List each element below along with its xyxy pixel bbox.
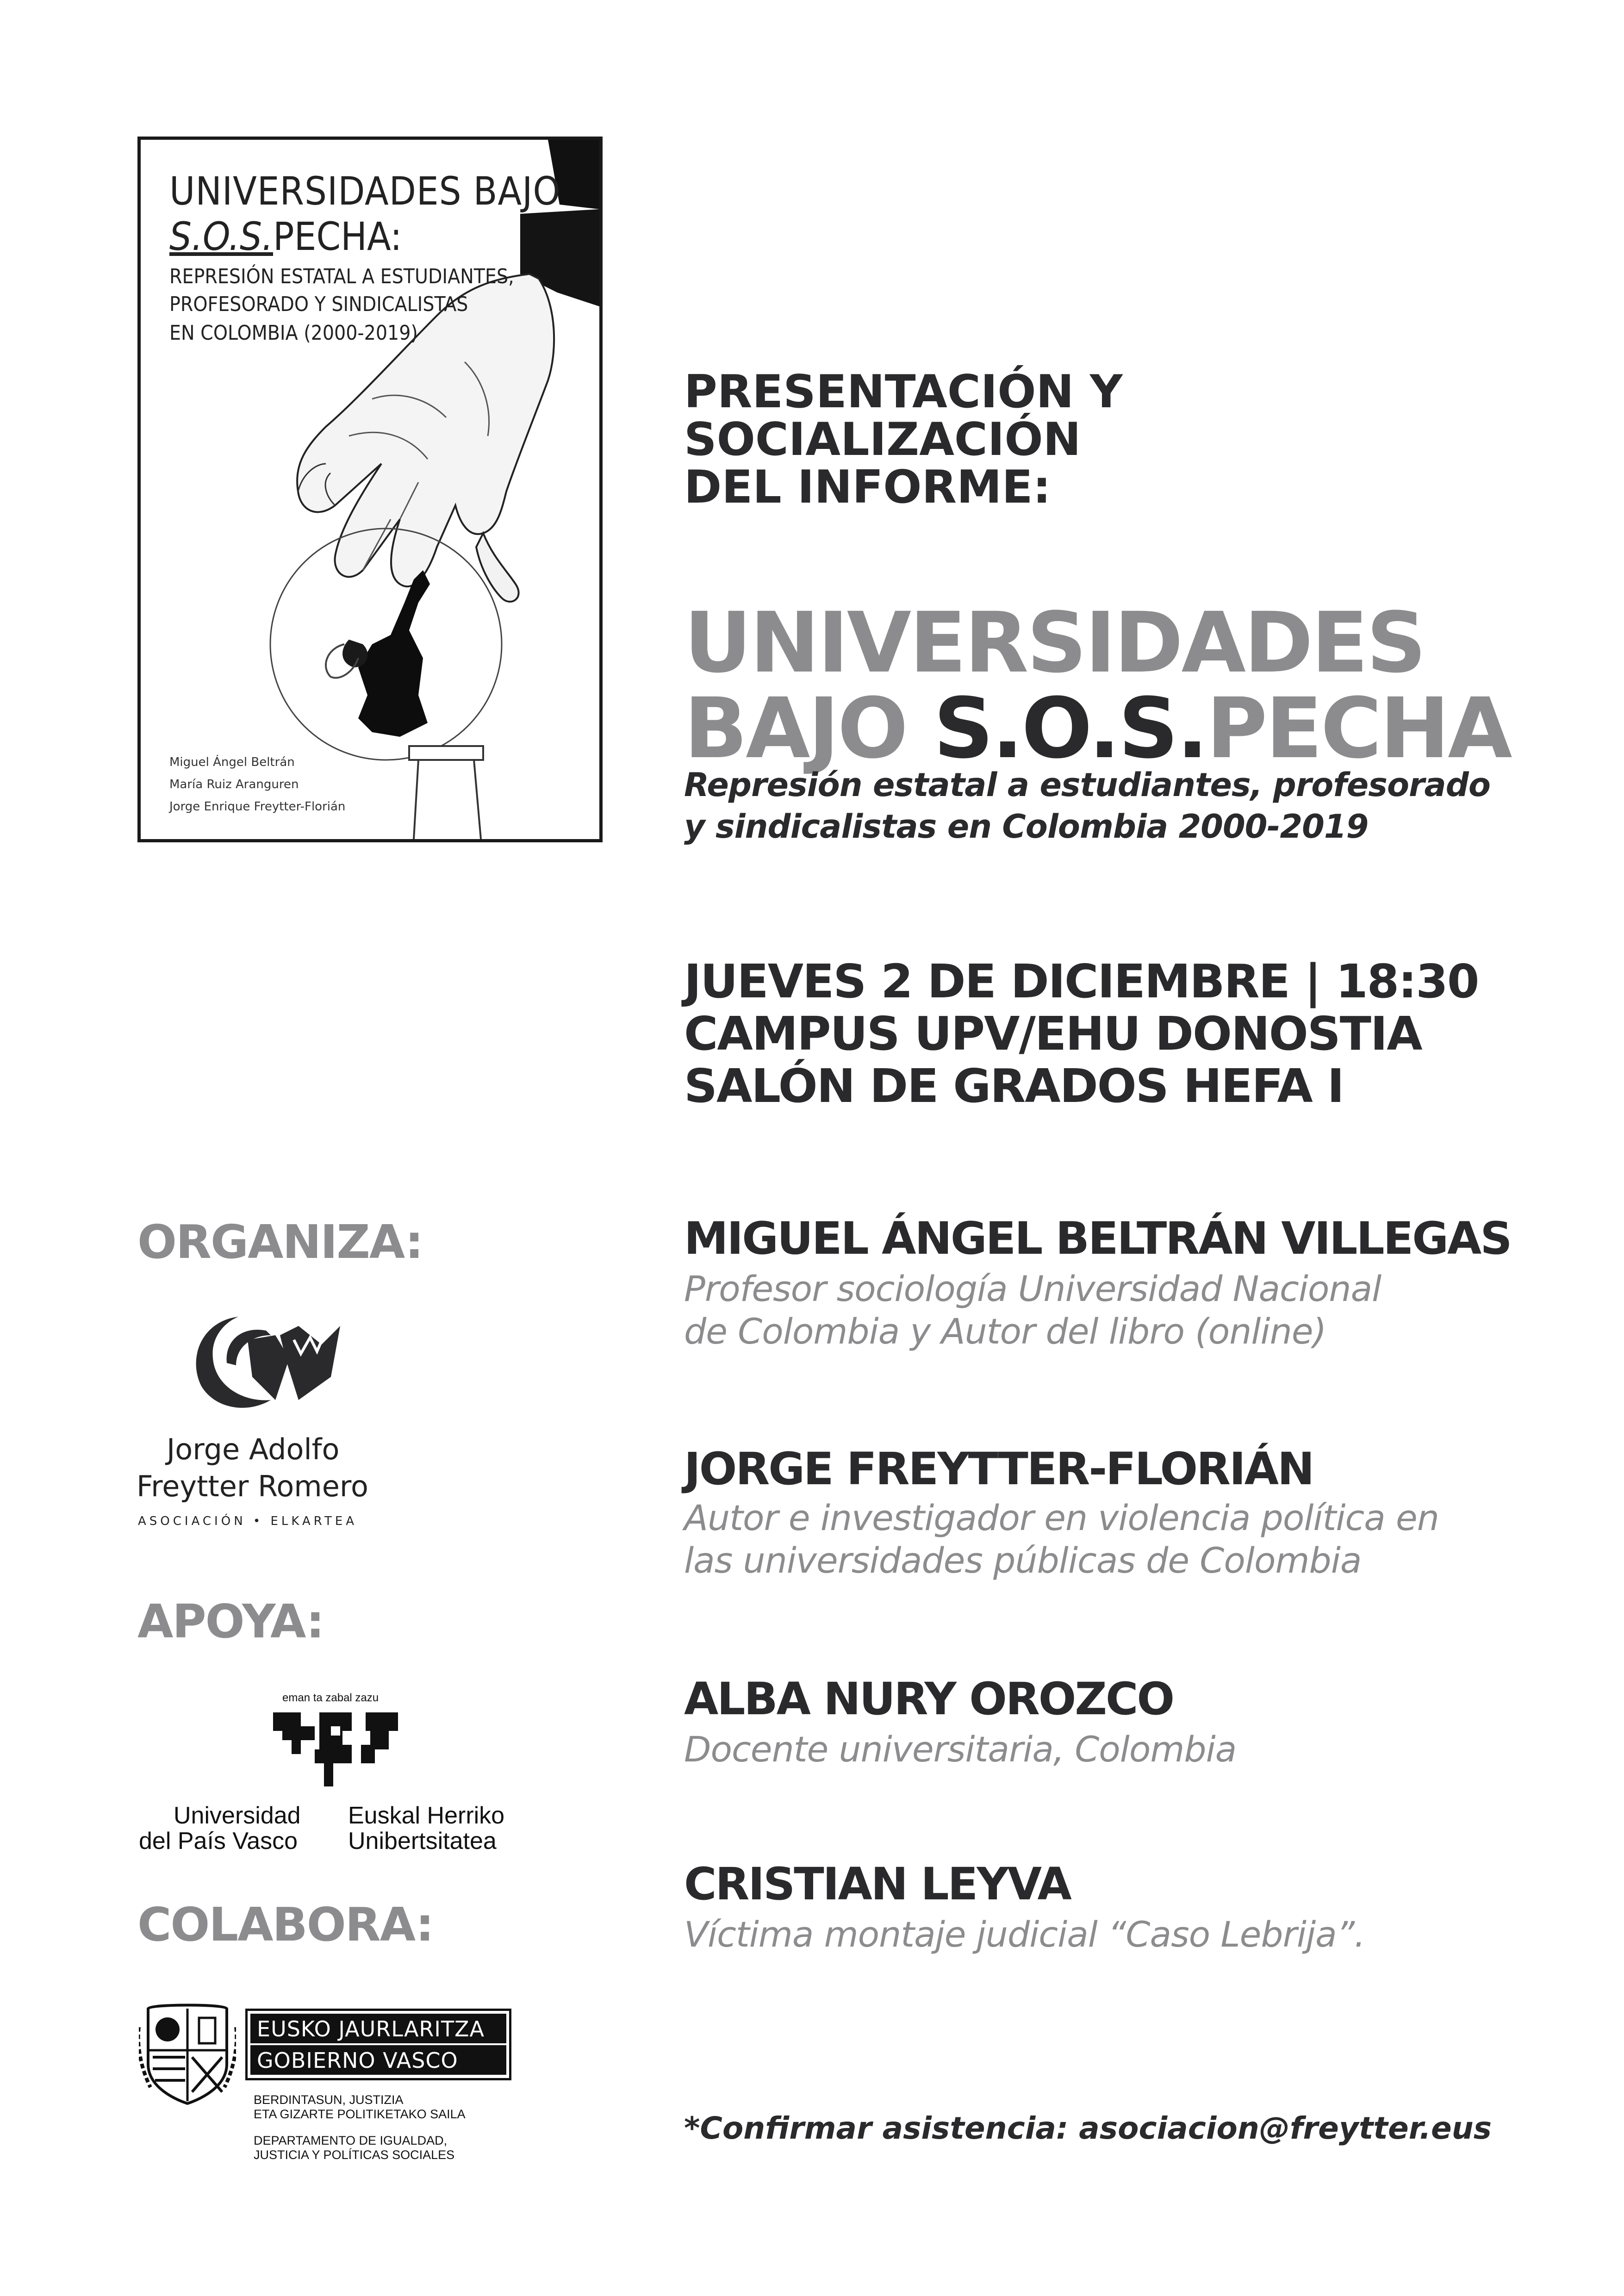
speaker-1-name: MIGUEL ÁNGEL BELTRÁN VILLEGAS bbox=[684, 1213, 1511, 1264]
cover-title-line1: UNIVERSIDADES BAJO bbox=[169, 168, 561, 214]
asociacion-name-line1: Jorge Adolfo bbox=[167, 1432, 340, 1466]
header-line-3: DEL INFORME: bbox=[684, 461, 1051, 514]
speaker-3-desc-1: Docente universitaria, Colombia bbox=[684, 1729, 1237, 1770]
label-organiza: ORGANIZA: bbox=[137, 1215, 423, 1269]
upv-name-es-line2: del País Vasco bbox=[139, 1828, 298, 1854]
speaker-1-desc-2: de Colombia y Autor del libro (online) bbox=[684, 1311, 1326, 1352]
speaker-2-desc-1: Autor e investigador en violencia política en bbox=[684, 1497, 1439, 1538]
gv-dept-es-line2: JUSTICIA Y POLÍTICAS SOCIALES bbox=[254, 2148, 455, 2162]
event-date-time: JUEVES 2 DE DICIEMBRE | 18:30 bbox=[684, 954, 1479, 1008]
book-cover bbox=[137, 137, 603, 842]
gobierno-vasco-name-box bbox=[245, 2009, 511, 2080]
upv-emblem-icon bbox=[273, 1712, 398, 1786]
confirm-attendance[interactable]: *Confirmar asistencia: asociacion@freytter.eus bbox=[684, 2110, 1492, 2146]
cover-subtitle-line2: PROFESORADO Y SINDICALISTAS bbox=[169, 292, 468, 316]
cover-title-line2 bbox=[169, 214, 402, 259]
header-line-1: PRESENTACIÓN Y bbox=[684, 366, 1123, 418]
upv-name-eu-line2: Unibertsitatea bbox=[348, 1828, 497, 1854]
gobierno-vasco-eu-name: EUSKO JAURLARITZA bbox=[257, 2016, 485, 2041]
gobierno-vasco-es-name: GOBIERNO VASCO bbox=[257, 2048, 458, 2073]
title-bajo: BAJO bbox=[684, 680, 934, 777]
title-subtitle-line-2: y sindicalistas en Colombia 2000-2019 bbox=[684, 808, 1369, 846]
gobierno-vasco-es-bar bbox=[250, 2045, 506, 2075]
title-sos: S.O.S. bbox=[933, 680, 1207, 777]
title-line-2 bbox=[684, 680, 1511, 777]
cover-title-pecha: PECHA: bbox=[273, 214, 402, 259]
gv-dept-eu-line2: ETA GIZARTE POLITIKETAKO SAILA bbox=[254, 2107, 466, 2121]
asociacion-name-line3: ASOCIACIÓN • ELKARTEA bbox=[138, 1514, 358, 1528]
label-apoya: APOYA: bbox=[137, 1594, 324, 1649]
title-subtitle-line-1: Represión estatal a estudiantes, profesorado bbox=[684, 766, 1490, 804]
cover-title-sos: S.O.S. bbox=[169, 214, 274, 259]
speaker-3-name: ALBA NURY OROZCO bbox=[684, 1673, 1174, 1725]
title-line-1: UNIVERSIDADES bbox=[684, 595, 1425, 691]
cover-author-1: Miguel Ángel Beltrán bbox=[169, 755, 295, 769]
speaker-4-name: CRISTIAN LEYVA bbox=[684, 1858, 1070, 1910]
speaker-2-desc-2: las universidades públicas de Colombia bbox=[684, 1540, 1362, 1581]
speaker-4-desc-1: Víctima montaje judicial “Caso Lebrija”. bbox=[684, 1914, 1365, 1955]
event-campus: CAMPUS UPV/EHU DONOSTIA bbox=[684, 1007, 1422, 1061]
gv-dept-es-line1: DEPARTAMENTO DE IGUALDAD, bbox=[254, 2134, 448, 2147]
speaker-1-desc-1: Profesor sociología Universidad Nacional bbox=[684, 1268, 1381, 1309]
upv-name-es-line1: Universidad bbox=[174, 1802, 301, 1829]
label-colabora: COLABORA: bbox=[137, 1898, 433, 1952]
upv-name-eu-line1: Euskal Herriko bbox=[348, 1802, 505, 1829]
asociacion-logo-icon bbox=[183, 1307, 363, 1414]
cover-author-3: Jorge Enrique Freytter-Florián bbox=[169, 800, 346, 814]
cover-subtitle-line1: REPRESIÓN ESTATAL A ESTUDIANTES, bbox=[169, 265, 514, 288]
upv-motto: eman ta zabal zazu bbox=[282, 1692, 379, 1704]
cover-subtitle-line3: EN COLOMBIA (2000-2019) bbox=[169, 321, 418, 345]
asociacion-name-line2: Freytter Romero bbox=[137, 1469, 368, 1503]
event-room: SALÓN DE GRADOS HEFA I bbox=[684, 1059, 1344, 1113]
title-pecha: PECHA bbox=[1206, 680, 1511, 777]
gobierno-vasco-eu-bar bbox=[250, 2014, 506, 2043]
gv-dept-eu-line1: BERDINTASUN, JUSTIZIA bbox=[254, 2093, 404, 2107]
speaker-2-name: JORGE FREYTTER-FLORIÁN bbox=[684, 1443, 1313, 1495]
gobierno-vasco-crest-icon bbox=[139, 1999, 236, 2106]
header-line-2: SOCIALIZACIÓN bbox=[684, 413, 1081, 466]
cover-author-2: María Ruiz Aranguren bbox=[169, 778, 299, 791]
